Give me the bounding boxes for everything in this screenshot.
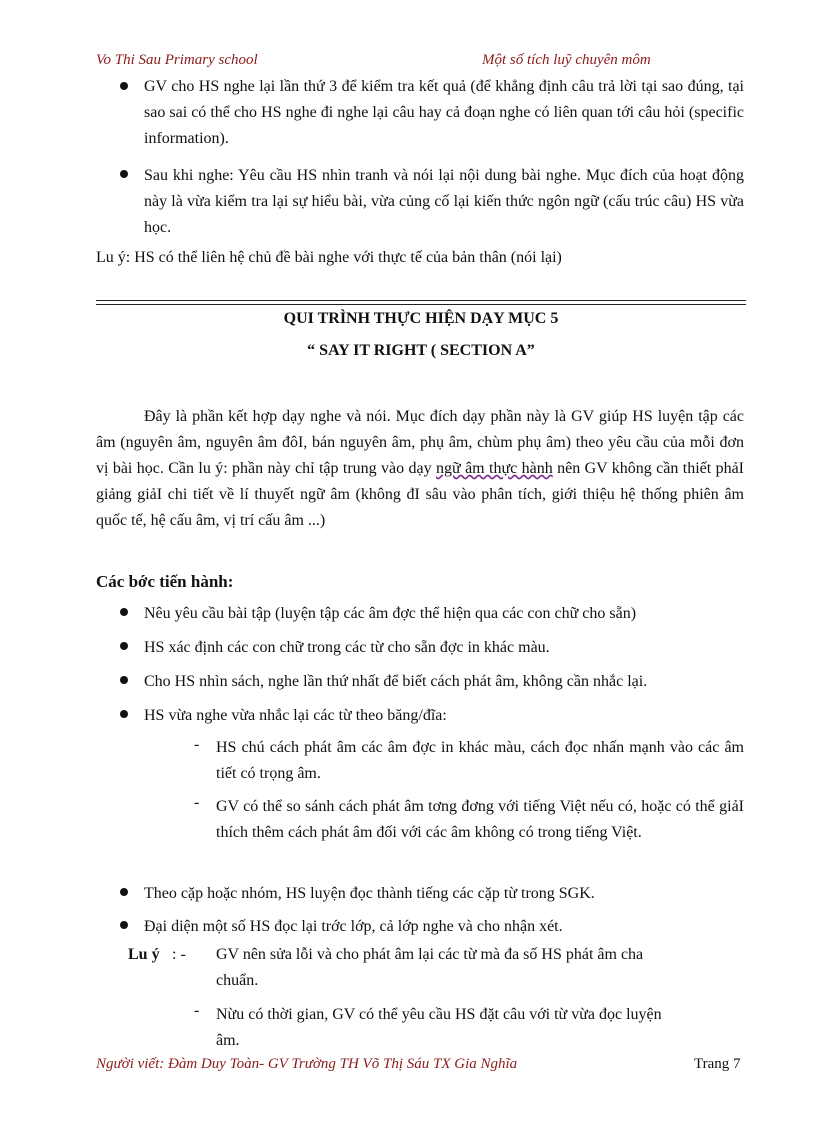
bullet-icon: [120, 921, 128, 929]
paragraph-bullet-2: Sau khi nghe: Yêu cầu HS nhìn tranh và nói lại nội dung bài nghe. Mục đích của hoạt động này là vừa kiểm tra lại sự hiểu bài, vừa củng cố lại kiến thức ngôn ngữ (cấu trúc câu) HS vừa học.: [144, 167, 744, 236]
header-school-name: Vo Thi Sau Primary school: [96, 52, 258, 68]
bullet-icon: [120, 710, 128, 718]
footer-author: Người viết: Đàm Duy Toàn- GV Trường TH Võ Thị Sáu TX Gia Nghĩa: [96, 1056, 518, 1072]
intro-text-2: nên GV không cần thiết phảI giảng giảI chi tiết về lí thuyết ngữ âm (không đI sâu vào phân tích, giới thiệu hệ thống phiên âm quốc tế, hệ cấu âm, vị trí cấu âm ...): [96, 460, 744, 529]
step-item: HS vừa nghe vừa nhắc lại các từ theo băng/đĩa:: [144, 707, 447, 724]
section-subtitle: “ SAY IT RIGHT ( SECTION A”: [307, 342, 535, 359]
step-item: Đại diện một số HS đọc lại trớc lớp, cả lớp nghe và cho nhận xét.: [144, 918, 563, 935]
bullet-icon: [120, 888, 128, 896]
header-doc-title: Một số tích luỹ chuyên môm: [482, 52, 651, 68]
bullet-icon: [120, 676, 128, 684]
note-item: Nừu có thời gian, GV có thể yêu cầu HS đặt câu với từ vừa đọc luyện âm.: [216, 1006, 662, 1049]
section-title: QUI TRÌNH THỰC HIỆN DẠY MỤC 5: [283, 310, 559, 327]
intro-underlined-text: ngữ âm thực hành: [436, 460, 553, 477]
bullet-icon: [120, 170, 128, 178]
step-item: Theo cặp hoặc nhóm, HS luyện đọc thành tiếng các cặp từ trong SGK.: [144, 885, 595, 902]
bullet-icon: [120, 608, 128, 616]
dash-marker: -: [194, 736, 200, 753]
step-item: Cho HS nhìn sách, nghe lần thứ nhất để biết cách phát âm, không cần nhắc lại.: [144, 673, 648, 690]
section-divider: [96, 304, 746, 305]
note-colon-dash: : -: [172, 946, 186, 963]
intro-text-1: Đây là phần kết hợp dạy nghe và nói. Mục đích dạy phần này là GV giúp HS luyện tập các âm (nguyên âm, nguyên âm đôI, bán nguyên âm, phụ âm, chùm phụ âm) theo yêu cầu của mỗi đơn vị bài học. Cần lu ý: phần này chỉ tập trung vào dạy: [96, 408, 744, 477]
note-label: Lu ý: [128, 946, 160, 963]
note-top: Lu ý: HS có thể liên hệ chủ đề bài nghe với thực tế của bản thân (nói lại): [96, 249, 562, 266]
sub-step-item: GV có thể so sánh cách phát âm tơng đơng với tiếng Việt nếu có, hoặc có thể giảI thích thêm cách phát âm đối với các âm không có trong tiếng Việt.: [216, 798, 744, 841]
step-item: Nêu yêu cầu bài tập (luyện tập các âm đợc thể hiện qua các con chữ cho sẵn): [144, 605, 637, 622]
step-item: HS xác định các con chữ trong các từ cho sẵn đợc in khác màu.: [144, 639, 550, 656]
section-divider: [96, 300, 746, 301]
steps-heading: Các bớc tiến hành:: [96, 572, 234, 591]
bullet-icon: [120, 82, 128, 90]
dash-marker: -: [194, 794, 200, 811]
sub-step-item: HS chú cách phát âm các âm đợc in khác màu, cách đọc nhấn mạnh vào các âm tiết có trọng âm.: [216, 739, 744, 782]
page-number: Trang 7: [694, 1056, 741, 1072]
dash-marker: -: [194, 1002, 200, 1019]
intro-paragraph: [96, 404, 744, 534]
bullet-icon: [120, 642, 128, 650]
note-item: GV nên sửa lỗi và cho phát âm lại các từ mà đa số HS phát âm cha chuẩn.: [216, 946, 644, 989]
paragraph-bullet-1: GV cho HS nghe lại lần thứ 3 để kiểm tra kết quả (để khẳng định câu trả lời tại sao đúng, tại sao sai có thể cho HS nghe đi nghe lại câu hay cả đoạn nghe có liên quan tới câu hỏi (specific information).: [144, 78, 744, 147]
